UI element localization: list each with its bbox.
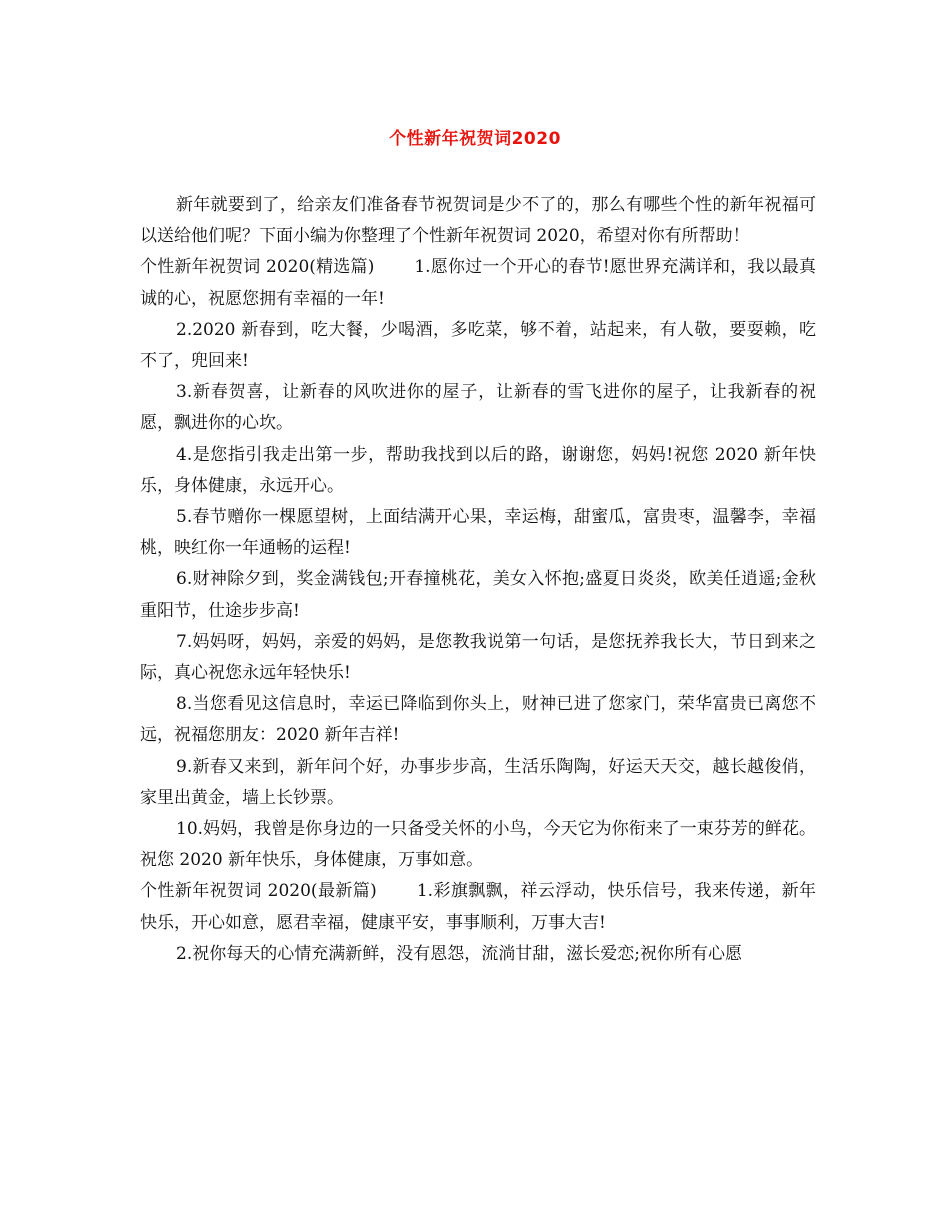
section-heading: 个性新年祝贺词 2020(精选篇) bbox=[140, 257, 375, 278]
list-item: 1.愿你过一个开心的春节!愿世界充满详和，我以最真诚的心，祝愿您拥有幸福的一年! bbox=[140, 257, 816, 309]
intro-paragraph: 新年就要到了，给亲友们准备春节祝贺词是少不了的，那么有哪些个性的新年祝福可以送给他们呢？下面小编为你整理了个性新年祝贺词 2020，希望对你有所帮助！ bbox=[140, 195, 816, 247]
list-item: 3.新春贺喜，让新春的风吹进你的屋子，让新春的雪飞进你的屋子，让我新春的祝愿，飘进你的心坎。 bbox=[140, 382, 816, 434]
section-1-paragraph bbox=[140, 252, 816, 314]
list-item: 4.是您指引我走出第一步，帮助我找到以后的路，谢谢您，妈妈!祝您 2020 新年快乐，身体健康，永远开心。 bbox=[140, 444, 816, 496]
list-item: 2.2020 新春到，吃大餐，少喝酒，多吃菜，够不着，站起来，有人敬，要耍赖，吃不了，兜回来! bbox=[140, 319, 816, 372]
list-item: 2.祝你每天的心情充满新鲜，没有恩怨，流淌甘甜，滋长爱恋;祝你所有心愿 bbox=[176, 943, 742, 964]
list-item: 5.春节赠你一棵愿望树，上面结满开心果，幸运梅，甜蜜瓜，富贵枣，温馨李，幸福桃，映红你一年通畅的运程! bbox=[140, 507, 816, 559]
list-item: 7.妈妈呀，妈妈，亲爱的妈妈，是您教我说第一句话，是您抚养我长大，节日到来之际，真心祝您永远年轻快乐! bbox=[140, 631, 816, 684]
list-item: 1.彩旗飘飘，祥云浮动，快乐信号，我来传递，新年快乐，开心如意，愿君幸福，健康平安，事事顺利，万事大吉! bbox=[140, 881, 817, 933]
list-item: 9.新春又来到，新年问个好，办事步步高，生活乐陶陶，好运天天交，越长越俊俏，家里出黄金，墙上长钞票。 bbox=[140, 756, 816, 808]
list-item: 10.妈妈，我曾是你身边的一只备受关怀的小鸟，今天它为你衔来了一束芬芳的鲜花。祝您 2020 新年快乐，身体健康，万事如意。 bbox=[140, 819, 816, 871]
document-title: 个性新年祝贺词2020 bbox=[389, 129, 561, 149]
section-2-paragraph bbox=[140, 876, 816, 938]
document-body bbox=[140, 190, 816, 970]
list-item: 6.财神除夕到，奖金满钱包;开春撞桃花，美女入怀抱;盛夏日炎炎，欧美任逍遥;金秋重阳节，仕途步步高! bbox=[140, 569, 816, 621]
section-heading: 个性新年祝贺词 2020(最新篇) bbox=[140, 881, 377, 902]
list-item: 8.当您看见这信息时，幸运已降临到你头上，财神已进了您家门，荣华富贵已离您不远，祝福您朋友：2020 新年吉祥! bbox=[140, 694, 816, 746]
